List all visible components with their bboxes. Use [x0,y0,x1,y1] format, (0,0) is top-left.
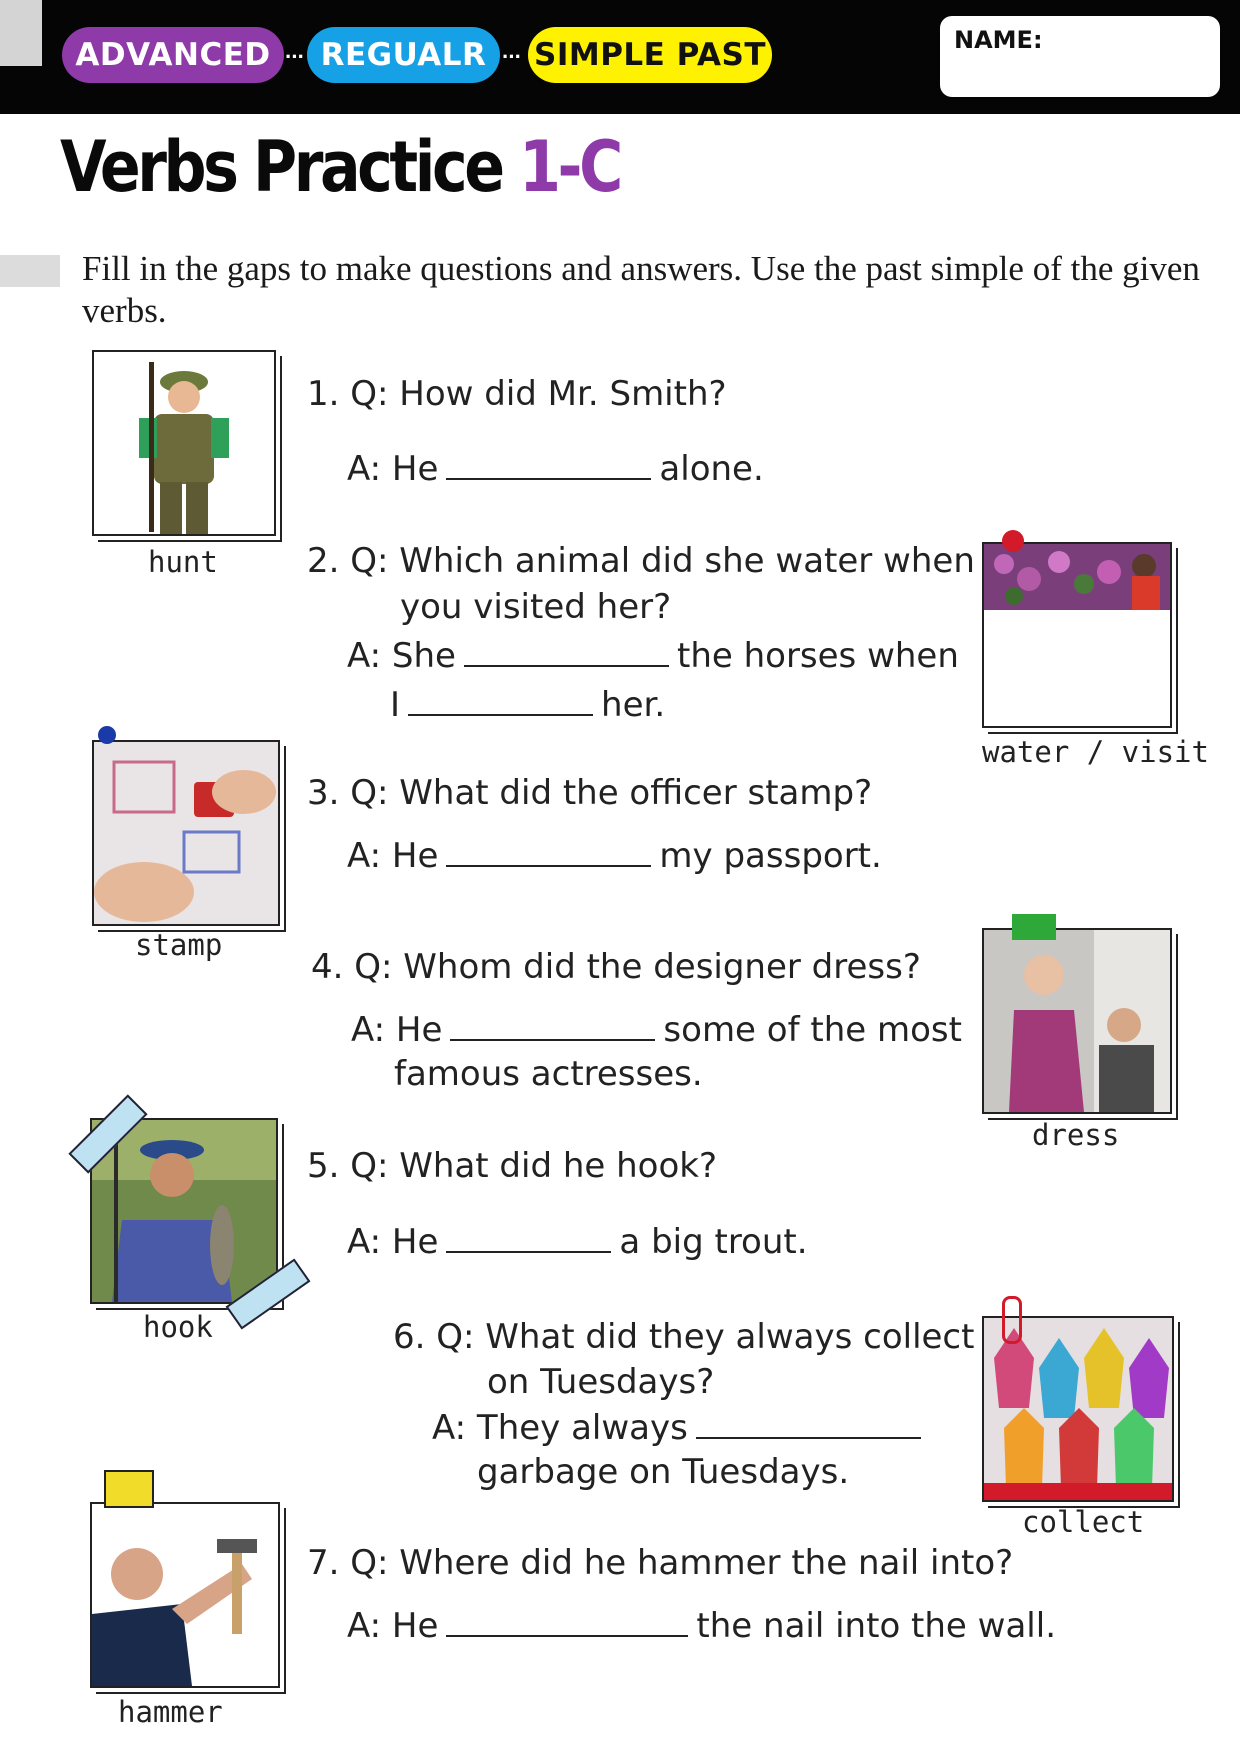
instruction-marker [0,255,60,287]
blank-2a[interactable] [464,635,669,667]
tag-advanced: ADVANCED [62,27,284,83]
photo-dress [982,928,1172,1114]
photo-hammer [90,1502,280,1688]
question-7: 7. Q: Where did he hammer the nail into? [307,1543,1014,1583]
answer-3-end: my passport. [659,836,882,876]
answer-6-start: A: They always [432,1408,688,1448]
answer-7 [347,1605,1056,1646]
answer-2-line2-start: I [390,685,401,725]
answer-3-start: A: He [347,836,439,876]
verb-caption: dress [1032,1118,1120,1152]
name-label: NAME: [954,26,1043,54]
hunter-illustration [94,352,274,534]
answer-4 [351,1009,962,1050]
question-4: 4. Q: Whom did the designer dress? [311,947,921,987]
verb-caption: collect [1022,1505,1145,1539]
answer-3 [347,835,882,876]
answer-6-line2: garbage on Tuesdays. [477,1452,850,1492]
tag-connector: ··· [285,44,304,69]
answer-4-end: some of the most [663,1010,962,1050]
answer-1 [347,448,764,489]
name-field[interactable] [940,16,1220,97]
answer-5-end: a big trout. [619,1222,808,1262]
answer-4-line2: famous actresses. [394,1054,703,1094]
title-main: Verbs Practice [60,126,502,208]
dress-illustration [984,930,1170,1112]
blank-7[interactable] [446,1605,688,1637]
answer-1-end: alone. [659,449,764,489]
tag-regular: REGUALR [307,27,500,83]
verb-caption: stamp [135,928,223,962]
title-code: 1-C [519,126,620,208]
blank-6[interactable] [696,1407,921,1439]
answer-6 [432,1407,929,1448]
verb-caption: hunt [148,545,218,579]
question-1: 1. Q: How did Mr. Smith? [307,374,727,414]
red-pin-icon [1002,530,1024,552]
answer-1-start: A: He [347,449,439,489]
answer-2-line2 [390,684,665,725]
photo-fisherman [90,1118,278,1304]
photo-hunter [92,350,276,536]
answer-7-end: the nail into the wall. [696,1606,1056,1646]
blank-3[interactable] [446,835,651,867]
question-2-line1: 2. Q: Which animal did she water when [307,541,975,581]
question-6-line2: on Tuesdays? [487,1362,715,1402]
verb-caption: hammer [118,1695,223,1729]
answer-2-start: A: She [347,636,456,676]
collection-illustration [984,1318,1172,1500]
question-5: 5. Q: What did he hook? [307,1146,717,1186]
paperclip-icon [1002,1296,1022,1344]
question-3: 3. Q: What did the officer stamp? [307,773,873,813]
blank-1[interactable] [446,448,651,480]
answer-5 [347,1221,808,1262]
photo-watering [982,542,1172,728]
watering-illustration [984,544,1170,726]
question-6-line1: 6. Q: What did they always collect [393,1317,975,1357]
fisherman-illustration [92,1120,276,1302]
binder-clip-icon [104,1470,154,1508]
instruction-text: Fill in the gaps to make questions and answers. Use the past simple of the given verbs. [82,249,1200,330]
blank-4[interactable] [450,1009,655,1041]
verb-caption: water / visit [982,735,1209,769]
answer-7-start: A: He [347,1606,439,1646]
blank-2b[interactable] [408,684,593,716]
page-title [60,126,620,208]
hammer-illustration [92,1504,278,1686]
corner-tab [0,0,42,66]
tag-connector: ··· [502,44,521,69]
question-2-line2: you visited her? [400,587,672,627]
answer-2-mid: the horses when [676,636,959,676]
photo-stamp [92,740,280,926]
stamp-illustration [94,742,278,924]
answer-4-start: A: He [351,1010,443,1050]
tag-simple-past: SIMPLE PAST [528,27,772,83]
answer-2-line2-end: her. [601,685,666,725]
blank-5[interactable] [446,1221,611,1253]
answer-2 [347,635,959,676]
answer-5-start: A: He [347,1222,439,1262]
verb-caption: hook [143,1310,213,1344]
green-flag-icon [1012,914,1056,940]
blue-pin-icon [98,726,116,744]
